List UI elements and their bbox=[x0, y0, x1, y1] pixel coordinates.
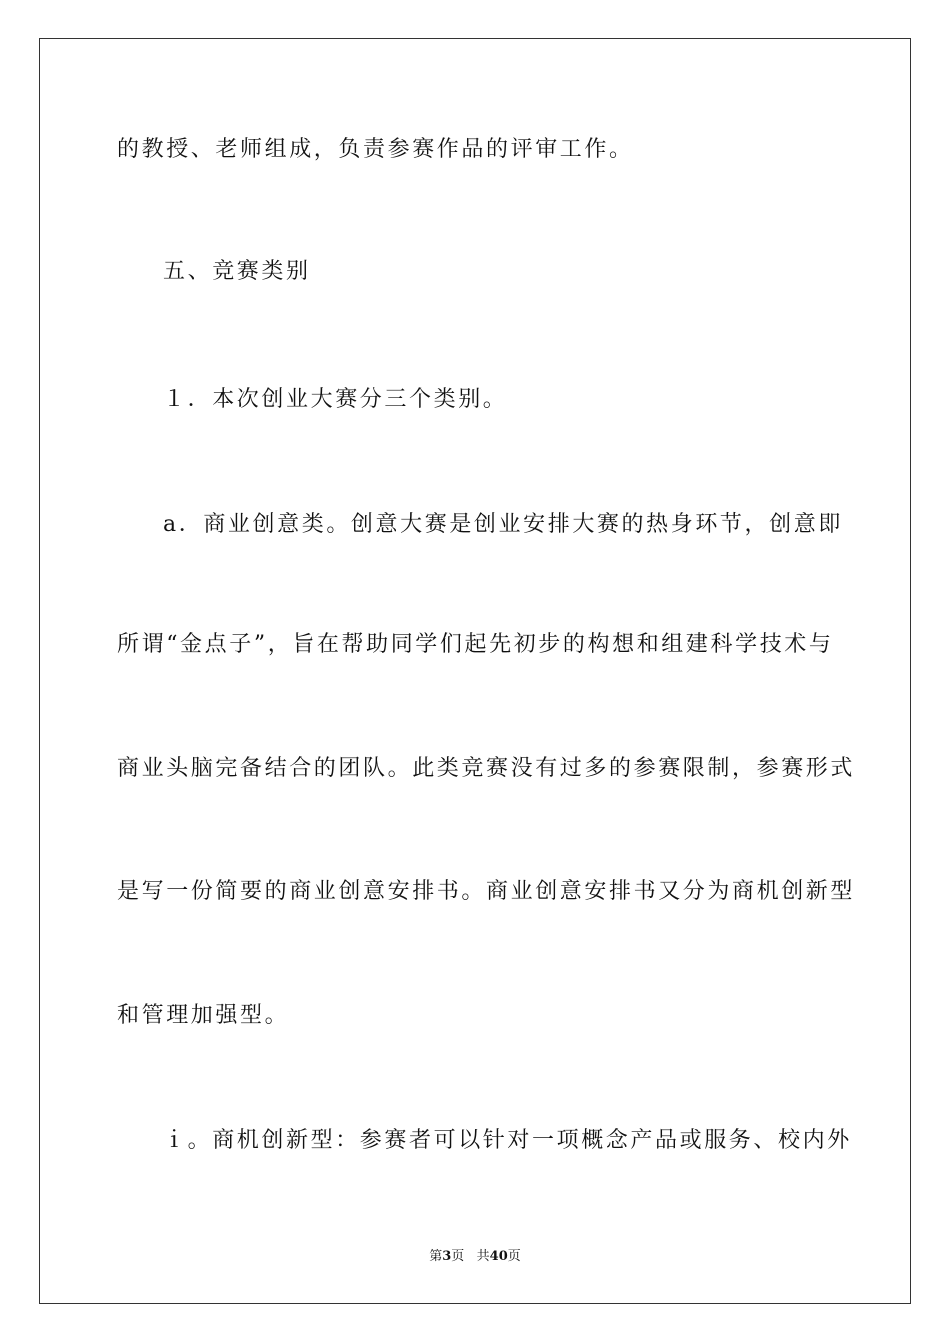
text-line-9: ｉ。商机创新型：参赛者可以针对一项概念产品或服务、校内外 bbox=[163, 1128, 852, 1153]
footer-middle: 页 共 bbox=[451, 1249, 490, 1264]
page-border bbox=[39, 38, 911, 1304]
total-pages: 40 bbox=[489, 1249, 508, 1264]
text-line-7: 是写一份简要的商业创意安排书。商业创意安排书又分为商机创新型 bbox=[117, 879, 856, 904]
text-line-8: 和管理加强型。 bbox=[117, 1003, 290, 1028]
page-number: 3 bbox=[442, 1249, 452, 1264]
text-line-6: 商业头脑完备结合的团队。此类竞赛没有过多的参赛限制，参赛形式 bbox=[117, 756, 856, 781]
footer-suffix: 页 bbox=[507, 1249, 521, 1264]
section-heading: 五、竞赛类别 bbox=[163, 259, 311, 284]
text-line-5: 所谓“金点子”，旨在帮助同学们起先初步的构想和组建科学技术与 bbox=[117, 632, 834, 657]
text-line-4: a．商业创意类。创意大赛是创业安排大赛的热身环节，创意即 bbox=[163, 512, 843, 537]
footer-prefix: 第 bbox=[429, 1249, 443, 1264]
page-footer bbox=[0, 1248, 950, 1266]
text-line-1: 的教授、老师组成，负责参赛作品的评审工作。 bbox=[117, 137, 634, 162]
text-line-3: １．本次创业大赛分三个类别。 bbox=[163, 387, 508, 412]
